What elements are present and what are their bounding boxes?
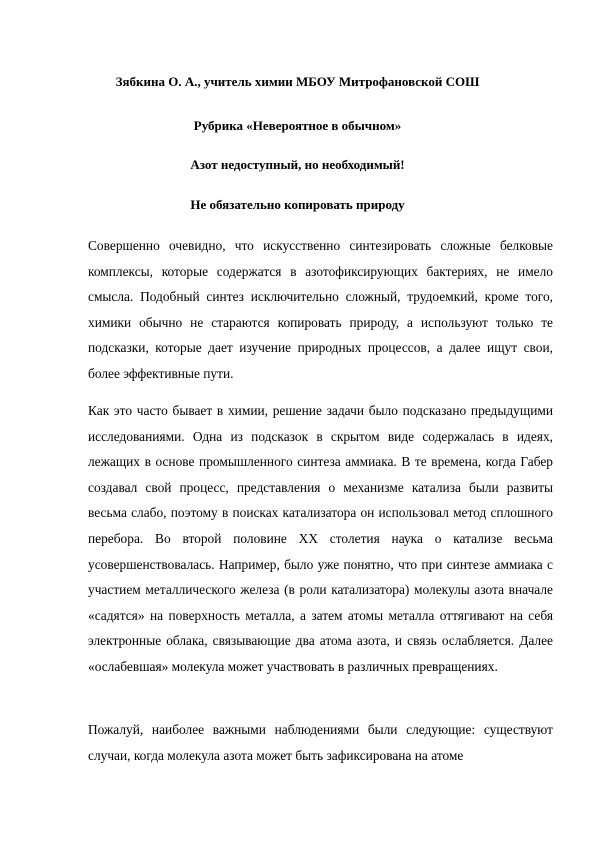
- article-title: Азот недоступный, но необходимый!: [190, 157, 405, 172]
- rubric-line: Рубрика «Невероятное в обычном»: [193, 118, 402, 133]
- paragraph-3: Пожалуй, наиболее важными наблюдениями были следующие: существуют случаи, когда молекула азота может быть зафиксирована на атоме: [88, 722, 553, 763]
- section-subtitle: Не обязательно копировать природу: [190, 197, 405, 212]
- paragraph-1: Совершенно очевидно, что искусственно синтезировать сложные белковые комплексы, которые содержатся в азотофиксирующих бактериях, не имело смысла. Подобный синтез исключительно сложный, трудоемкий, кроме того, химики обычно не стараются копировать природу, а используют только те подсказки, которые дает изучение природных процессов, а далее ищут свои, более эффективные пути.: [88, 238, 553, 381]
- paragraph-2: Как это часто бывает в химии, решение задачи было подсказано предыдущими исследованиями. Одна из подсказок в скрытом виде содержалась в идеях, лежащих в основе промышленного синтеза аммиака. В те времена, когда Габер создавал свой процесс, представления о механизме катализа были развиты весьма слабо, поэтому в поисках катализатора он использовал метод сплошного перебора. Во второй половине XX столетия наука о катализе весьма усовершенствовалась. Например, было уже понятно, что при синтезе аммиака с участием металлического железа (в роли катализатора) молекулы азота вначале «садятся» на поверхность металла, а затем атомы металла оттягивают на себя электронные облака, связывающие два атома азота, и связь ослабляется. Далее «ослабевшая» молекула может участвовать в различных превращениях.: [88, 403, 553, 674]
- author-line: Зябкина О. А., учитель химии МБОУ Митрофановской СОШ: [115, 74, 480, 89]
